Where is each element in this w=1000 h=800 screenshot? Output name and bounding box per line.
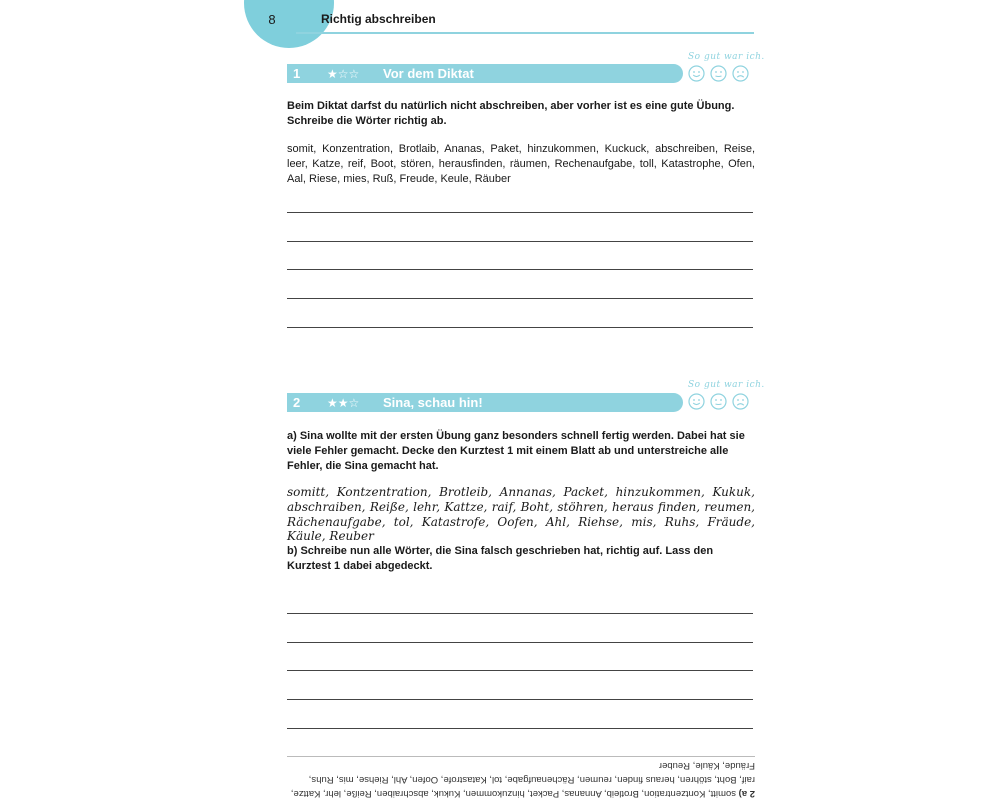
task-1-bar <box>287 64 683 83</box>
task-number: 2 <box>293 395 301 410</box>
neutral-face-icon[interactable] <box>710 65 727 82</box>
sad-face-icon[interactable] <box>732 393 749 410</box>
solution-text: somitt, Kontzentration, Brotleib, Annanas, Packet, hinzukommen, Kukuk, abschraiben, Reiße, lehr, Kattze, raif, Boht, stöhren, heraus finden, reumen, Rächenaufgabe, tol, Katastrofe, Oofen, Ahl, Riehse, mis, Ruhs, Fräude, Käule, Reuber <box>290 760 755 799</box>
task-2-bar <box>287 393 683 412</box>
sina-handwritten-text: somitt, Kontzentration, Brotleib, Annanas, Packet, hinzukommen, Kukuk, abschraiben, Reiße, lehr, Kattze, raif, Boht, stöhren, heraus finden, reumen, Rächenaufgabe, tol, Katastrofe, Oofen, Ahl, Riehse, mis, Ruhs, Fräude, Käule, Reuber <box>287 485 755 544</box>
writing-line[interactable] <box>287 241 753 242</box>
sad-face-icon[interactable] <box>732 65 749 82</box>
writing-line[interactable] <box>287 269 753 270</box>
rating-label: So gut war ich. <box>688 52 765 62</box>
solution-label: 2 a) <box>738 788 755 799</box>
header-rule <box>296 32 754 34</box>
rating-faces <box>688 393 749 410</box>
running-header: Richtig abschreiben <box>321 12 436 26</box>
task-1-word-list: somit, Konzentration, Brotlaib, Ananas, Paket, hinzukommen, Kuckuck, abschreiben, Reise, leer, Katze, reif, Boot, stören, herausfinden, räumen, Rechenaufgabe, toll, Katastrophe, Ofen, Aal, Riese, mies, Ruß, Freude, Keule, Räuber <box>287 143 755 185</box>
writing-line[interactable] <box>287 327 753 328</box>
task-1-instruction: Beim Diktat darfst du natürlich nicht abschreiben, aber vorher ist es eine gute Übung. Schreibe die Wörter richtig ab. <box>287 100 735 127</box>
writing-line[interactable] <box>287 642 753 643</box>
difficulty-stars-icon: ★★☆ <box>327 395 360 410</box>
task-number: 1 <box>293 66 301 81</box>
writing-line[interactable] <box>287 298 753 299</box>
writing-line[interactable] <box>287 728 753 729</box>
writing-line[interactable] <box>287 212 753 213</box>
task-title: Sina, schau hin! <box>383 395 483 410</box>
task-2b-instruction: b) Schreibe nun alle Wörter, die Sina falsch geschrieben hat, richtig auf. Lass den Kurztest 1 dabei abgedeckt. <box>287 545 714 572</box>
writing-line[interactable] <box>287 699 753 700</box>
page-number: 8 <box>268 12 276 27</box>
upside-down-solution <box>287 757 755 800</box>
happy-face-icon[interactable] <box>688 393 705 410</box>
writing-line[interactable] <box>287 670 753 671</box>
task-title: Vor dem Diktat <box>383 66 474 81</box>
rating-label: So gut war ich. <box>688 380 765 390</box>
task-2a-instruction: a) Sina wollte mit der ersten Übung ganz besonders schnell fertig werden. Dabei hat sie viele Fehler gemacht. Decke den Kurztest 1 mit einem Blatt ab und unterstreiche alle Fehler, die Sina gemacht hat. <box>287 430 745 472</box>
rating-faces <box>688 65 749 82</box>
difficulty-stars-icon: ★☆☆ <box>327 66 360 81</box>
happy-face-icon[interactable] <box>688 65 705 82</box>
writing-line[interactable] <box>287 613 753 614</box>
neutral-face-icon[interactable] <box>710 393 727 410</box>
